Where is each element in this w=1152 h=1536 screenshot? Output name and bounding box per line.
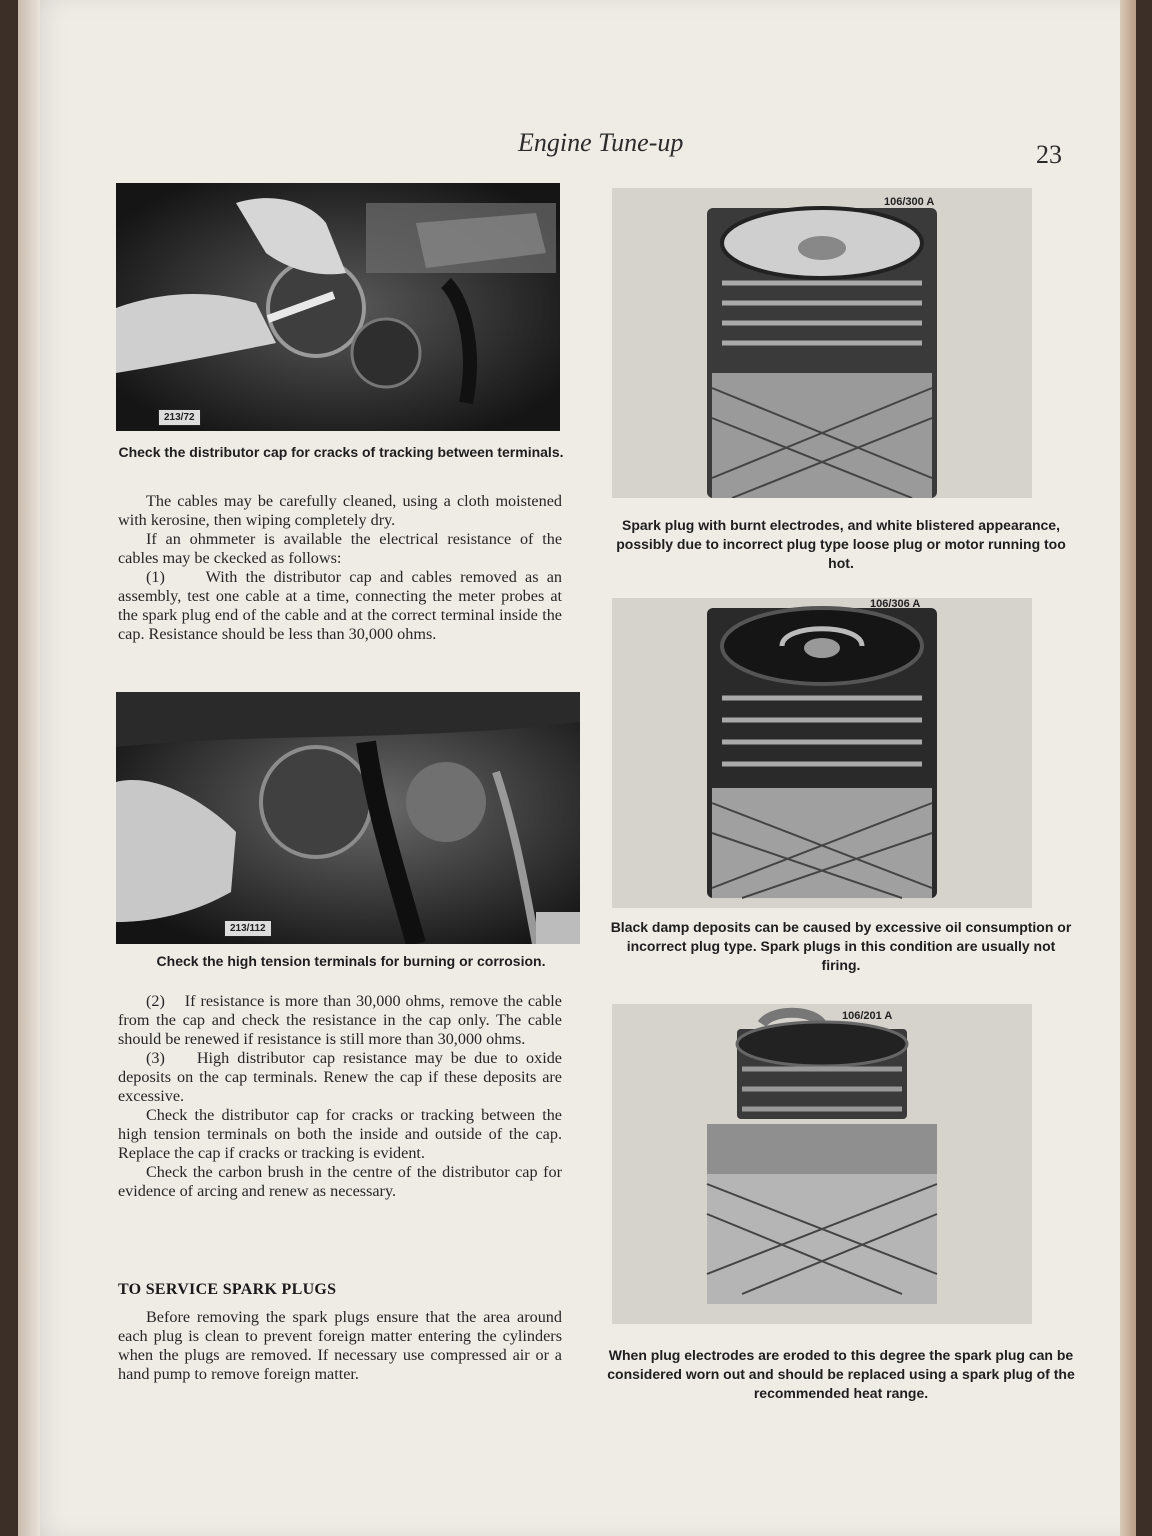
paragraph: Check the carbon brush in the centre of the distributor cap for evidence of arcing and renew as necessary. — [118, 1163, 562, 1200]
spark-plug-illustration — [612, 188, 1032, 498]
section-heading: TO SERVICE SPARK PLUGS — [118, 1281, 337, 1298]
figure-plate-number: 106/306 A — [870, 598, 921, 610]
figure-caption: When plug electrodes are eroded to this degree the spark plug can be considered worn out and should be replaced using a spark plug of the recommended heat range. — [607, 1347, 1075, 1401]
running-title: Engine Tune-up — [518, 128, 684, 157]
figure-caption: Check the distributor cap for cracks of tracking between terminals. — [118, 444, 564, 460]
photo-illustration — [116, 183, 560, 431]
page-number: 23 — [1036, 140, 1062, 169]
spark-plug-photo-worn — [612, 1004, 1032, 1324]
figure-plate-number: 213/112 — [224, 920, 272, 937]
binding-shadow — [18, 0, 40, 1536]
body-text-block — [118, 992, 562, 1201]
high-tension-terminals-photo — [116, 692, 580, 944]
figure-caption: Black damp deposits can be caused by excessive oil consumption or incorrect plug type. Spark plugs in this condition are usually not firing. — [610, 919, 1072, 973]
page-edge — [1120, 0, 1136, 1536]
spark-plug-photo-burnt — [612, 188, 1032, 498]
paragraph: (3) High distributor cap resistance may be due to oxide deposits on the cap terminals. Renew the cap if these deposits are excessive. — [118, 1049, 562, 1105]
figure-caption: Spark plug with burnt electrodes, and white blistered appearance, possibly due to incorrect plug type loose plug or motor running too hot. — [616, 517, 1066, 571]
paragraph: Check the distributor cap for cracks or tracking between the high tension terminals on both the inside and outside of the cap. Replace the cap if cracks or tracking is evident. — [118, 1106, 562, 1162]
paragraph: Before removing the spark plugs ensure that the area around each plug is clean to prevent foreign matter entering the cylinders when the plugs are removed. If necessary use compressed air or a hand pump to remove foreign matter. — [118, 1308, 562, 1383]
paragraph: (1) With the distributor cap and cables removed as an assembly, test one cable at a time, connecting the meter probes at the spark plug end of the cable and at the correct terminal inside the cap. Resistance should be less than 30,000 ohms. — [118, 568, 562, 643]
figure-caption: Check the high tension terminals for burning or corrosion. — [156, 953, 546, 969]
spark-plug-illustration — [612, 1004, 1032, 1324]
body-text-block — [118, 1308, 562, 1384]
paragraph: If an ohmmeter is available the electrical resistance of the cables may be ckecked as follows: — [118, 530, 562, 567]
paragraph: The cables may be carefully cleaned, using a cloth moistened with kerosine, then wiping completely dry. — [118, 492, 562, 529]
distributor-cap-photo — [116, 183, 560, 431]
body-text-block — [118, 492, 562, 644]
figure-plate-number: 106/300 A — [884, 196, 935, 208]
paragraph: (2) If resistance is more than 30,000 ohms, remove the cable from the cap and check the resistance in the cap only. The cable should be renewed if resistance is still more than 30,000 ohms. — [118, 992, 562, 1048]
book-page — [18, 0, 1136, 1536]
spark-plug-photo-black-damp — [612, 598, 1032, 908]
photo-illustration — [116, 692, 580, 944]
spark-plug-illustration — [612, 598, 1032, 908]
figure-plate-number: 106/201 A — [842, 1010, 893, 1022]
figure-plate-number: 213/72 — [158, 409, 201, 426]
